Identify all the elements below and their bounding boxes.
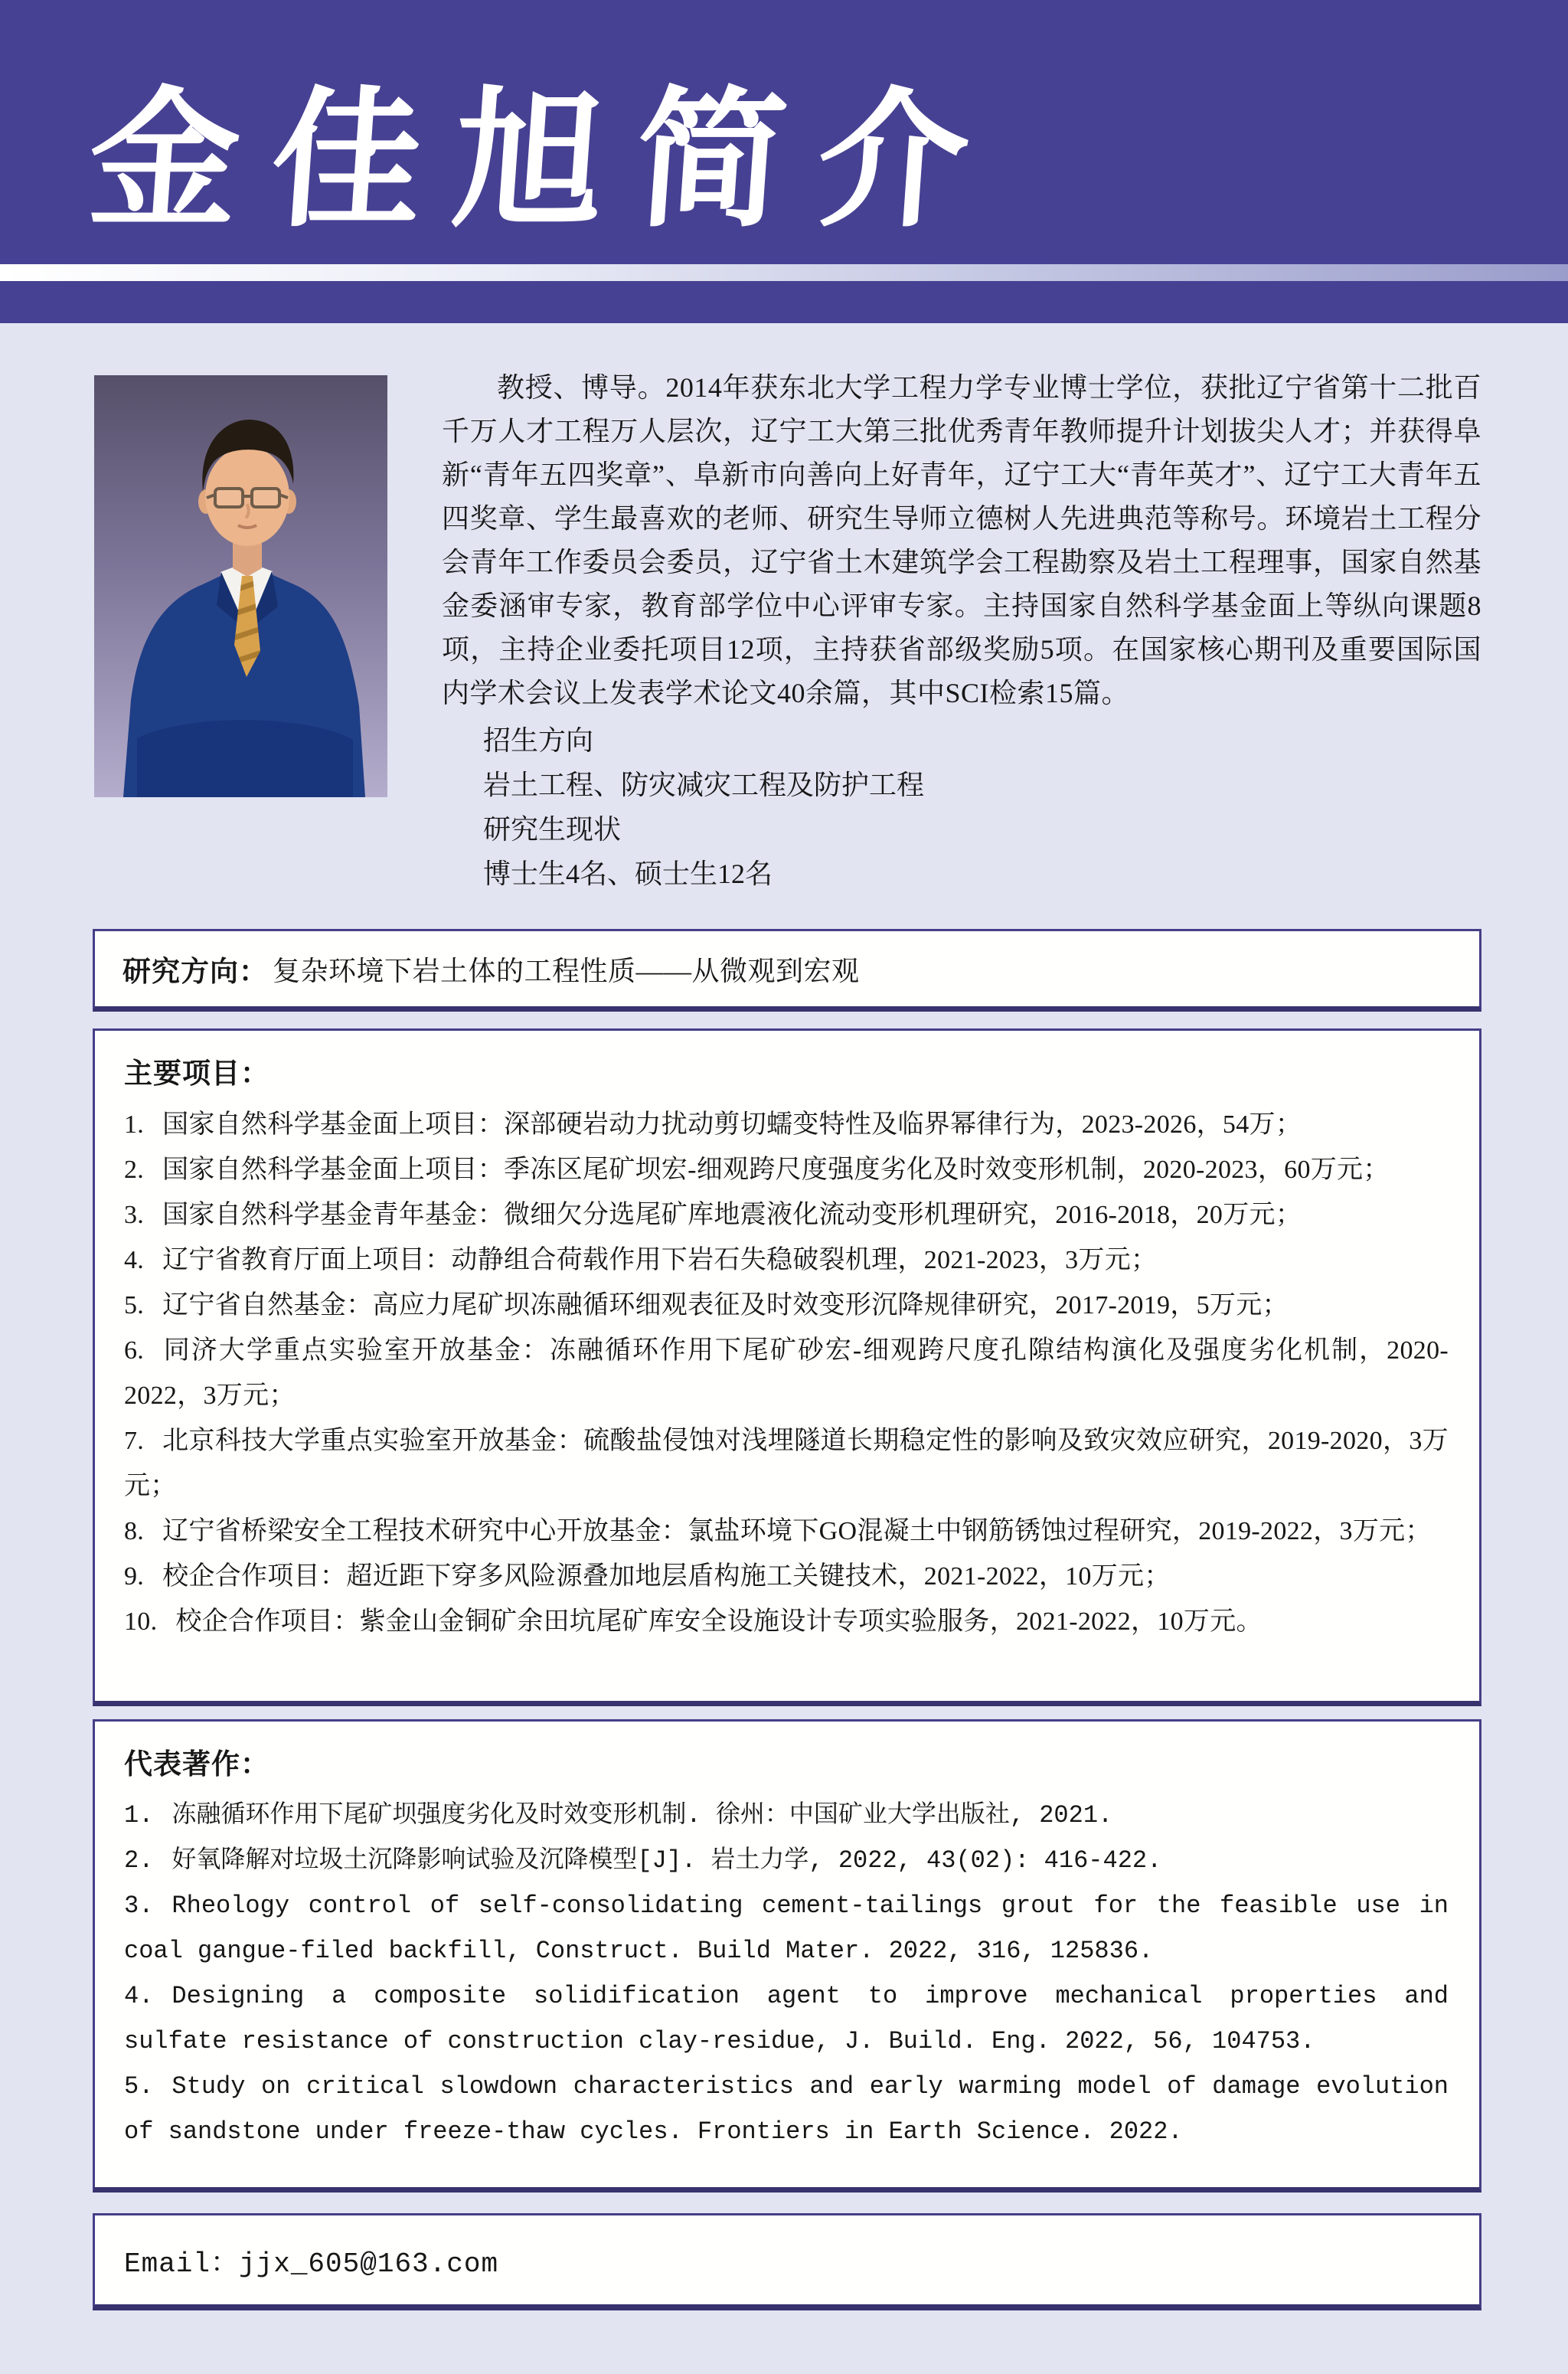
project-item bbox=[124, 1418, 1449, 1509]
project-item-text: 国家自然科学基金面上项目：深部硬岩动力扰动剪切蠕变特性及临界幂律行为，2023-2026，54万； bbox=[162, 1110, 1302, 1139]
portrait-illustration bbox=[94, 375, 387, 797]
publications-title: 代表著作： bbox=[124, 1748, 270, 1780]
project-item bbox=[124, 1599, 1449, 1644]
banner-lower-band bbox=[0, 281, 1568, 323]
publication-item-text: Designing a composite solidification agent to improve mechanical properties and sulfate resistance of construction clay-residue, J. Build. Eng. 2022, 56, 104753. bbox=[124, 1982, 1449, 2055]
banner-gradient-stripe bbox=[0, 264, 1568, 281]
publication-item-number: 1. bbox=[124, 1801, 154, 1830]
project-item-number: 8. bbox=[124, 1517, 145, 1545]
publication-item-number: 4. bbox=[124, 1982, 154, 2010]
admissions-info bbox=[442, 718, 1481, 896]
publication-item-number: 2. bbox=[124, 1846, 154, 1875]
project-item-text: 辽宁省自然基金：高应力尾矿坝冻融循环细观表征及时效变形沉降规律研究，2017-2019，5万元； bbox=[162, 1291, 1289, 1319]
project-item-text: 同济大学重点实验室开放基金：冻融循环作用下尾矿砂宏-细观跨尺度孔隙结构演化及强度劣化机制，2020-2022，3万元； bbox=[124, 1336, 1449, 1410]
project-item-number: 3. bbox=[124, 1201, 145, 1229]
publication-item bbox=[124, 1973, 1449, 2064]
publication-item-number: 5. bbox=[124, 2072, 154, 2101]
admissions-line: 研究生现状 bbox=[483, 814, 622, 845]
admissions-line: 招生方向 bbox=[483, 725, 594, 756]
project-item-text: 辽宁省教育厅面上项目：动静组合荷载作用下岩石失稳破裂机理，2021-2023，3万元； bbox=[162, 1246, 1158, 1274]
publication-item bbox=[124, 2064, 1449, 2154]
bio-section bbox=[442, 366, 1481, 896]
portrait-photo bbox=[94, 375, 387, 797]
project-item-number: 6. bbox=[124, 1336, 145, 1365]
project-item bbox=[124, 1102, 1449, 1147]
publication-item-text: Rheology control of self-consolidating cement-tailings grout for the feasible use in coal gangue-filed backfill, Construct. Build Mater. 2022, 316, 125836. bbox=[124, 1892, 1449, 1965]
admissions-line: 岩土工程、防灾减灾工程及防护工程 bbox=[483, 770, 925, 800]
email-box bbox=[93, 2213, 1481, 2310]
project-item-number: 7. bbox=[124, 1427, 145, 1455]
publication-item-text: 好氧降解对垃圾土沉降影响试验及沉降模型[J]. 岩土力学, 2022, 43(02): 416-422. bbox=[172, 1846, 1162, 1875]
research-direction-label: 研究方向： bbox=[122, 956, 268, 987]
project-item-text: 校企合作项目：紫金山金铜矿余田坑尾矿库安全设施设计专项实验服务，2021-2022，10万元。 bbox=[175, 1607, 1263, 1636]
publication-item bbox=[124, 1883, 1449, 1973]
project-item bbox=[124, 1147, 1449, 1192]
project-item-text: 北京科技大学重点实验室开放基金：硫酸盐侵蚀对浅埋隧道长期稳定性的影响及致灾效应研究，2019-2020，3万元； bbox=[124, 1427, 1449, 1500]
project-item-number: 9. bbox=[124, 1562, 145, 1591]
header-banner bbox=[0, 0, 1568, 264]
project-item-text: 辽宁省桥梁安全工程技术研究中心开放基金：氯盐环境下GO混凝土中钢筋锈蚀过程研究，2019-2022，3万元； bbox=[162, 1517, 1432, 1545]
page-title: 金佳旭简介 bbox=[83, 72, 1007, 248]
project-item-number: 4. bbox=[124, 1246, 145, 1274]
project-item-text: 国家自然科学基金面上项目：季冻区尾矿坝宏-细观跨尺度强度劣化及时效变形机制，2020-2023，60万元； bbox=[162, 1156, 1390, 1184]
project-item bbox=[124, 1328, 1449, 1418]
project-item-text: 国家自然科学基金青年基金：微细欠分选尾矿库地震液化流动变形机理研究，2016-2018，20万元； bbox=[162, 1201, 1302, 1229]
project-item-number: 5. bbox=[124, 1291, 145, 1319]
project-item bbox=[124, 1192, 1449, 1238]
project-item-number: 10. bbox=[124, 1607, 158, 1636]
admissions-line: 博士生4名、硕士生12名 bbox=[483, 858, 773, 889]
bio-paragraph: 教授、博导。2014年获东北大学工程力学专业博士学位，获批辽宁省第十二批百千万人才工程万人层次，辽宁工大第三批优秀青年教师提升计划拔尖人才；并获得阜新“青年五四奖章”、阜新市向善向上好青年，辽宁工大“青年英才”、辽宁工大青年五四奖章、学生最喜欢的老师、研究生导师立德树人先进典范等称号。环境岩土工程分会青年工作委员会委员，辽宁省土木建筑学会工程勘察及岩土工程理事，国家自然基金委涵审专家，教育部学位中心评审专家。主持国家自然科学基金面上等纵向课题8项，主持企业委托项目12项，主持获省部级奖励5项。在国家核心期刊及重要国际国内学术会议上发表学术论文40余篇，其中SCI检索15篇。 bbox=[442, 372, 1481, 708]
project-item-text: 校企合作项目：超近距下穿多风险源叠加地层盾构施工关键技术，2021-2022，10万元； bbox=[162, 1562, 1171, 1591]
publications-box bbox=[93, 1719, 1481, 2193]
research-direction-box bbox=[93, 929, 1481, 1012]
publication-item-text: Study on critical slowdown characteristics and early warming model of damage evolution of sandstone under freeze-thaw cycles. Frontiers in Earth Science. 2022. bbox=[124, 2072, 1449, 2146]
project-item bbox=[124, 1509, 1449, 1554]
publication-item bbox=[124, 1793, 1449, 1838]
publication-list bbox=[124, 1793, 1449, 2154]
project-item-number: 2. bbox=[124, 1156, 145, 1184]
email-text: Email：jjx_605@163.com bbox=[124, 2248, 499, 2280]
main-projects-box bbox=[93, 1028, 1481, 1706]
project-item bbox=[124, 1554, 1449, 1599]
project-item bbox=[124, 1238, 1449, 1283]
publication-item-number: 3. bbox=[124, 1892, 154, 1920]
publication-item bbox=[124, 1838, 1449, 1883]
publication-item-text: 冻融循环作用下尾矿坝强度劣化及时效变形机制. 徐州：中国矿业大学出版社, 2021. bbox=[172, 1801, 1113, 1830]
project-item-number: 1. bbox=[124, 1110, 145, 1139]
project-list bbox=[124, 1102, 1449, 1644]
main-projects-title: 主要项目： bbox=[124, 1058, 270, 1089]
project-item bbox=[124, 1283, 1449, 1328]
research-direction-text: 复杂环境下岩土体的工程性质——从微观到宏观 bbox=[273, 955, 860, 986]
